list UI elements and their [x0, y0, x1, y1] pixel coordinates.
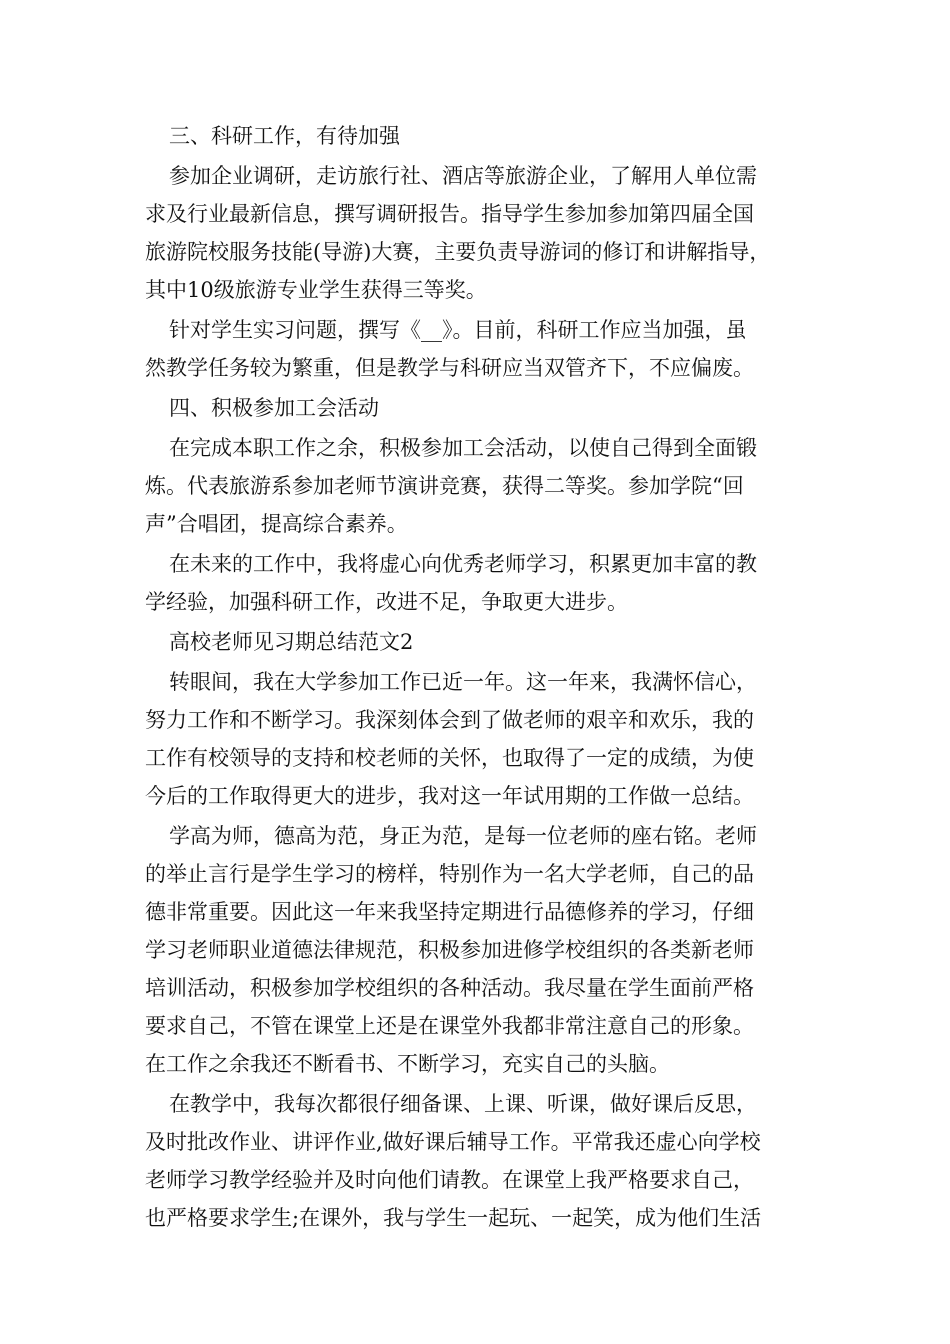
- section-heading-4: [145, 389, 810, 427]
- document-body: [145, 117, 810, 1239]
- paragraph-ethics: [145, 817, 810, 1083]
- text-line: 旅游院校服务技能(导游)大赛，主要负责导游词的修订和讲解指导，: [145, 240, 771, 264]
- text-line: 求及行业最新信息，撰写调研报告。指导学生参加参加第四届全国: [145, 202, 754, 226]
- text-line: 工作有校领导的支持和校老师的关怀，也取得了一定的成绩，为使: [145, 746, 754, 770]
- paragraph-future: [145, 545, 810, 621]
- paragraph-intro: [145, 663, 810, 815]
- text-line: 要求自己，不管在课堂上还是在课堂外我都非常注意自己的形象。: [145, 1014, 754, 1038]
- text-line: 努力工作和不断学习。我深刻体会到了做老师的艰辛和欢乐，我的: [145, 708, 754, 732]
- text-line: 炼。代表旅游系参加老师节演讲竞赛，获得二等奖。参加学院“回: [145, 474, 744, 498]
- text-line: 也严格要求学生;在课外，我与学生一起玩、一起笑，成为他们生活: [145, 1206, 762, 1230]
- text-line: 针对学生实习问题，撰写《__》。目前，科研工作应当加强，虽: [169, 318, 747, 342]
- paragraph-union: [145, 429, 810, 543]
- text-line: 的举止言行是学生学习的榜样，特别作为一名大学老师，自己的品: [145, 862, 754, 886]
- text-line: 学习老师职业道德法律规范，积极参加进修学校组织的各类新老师: [145, 938, 754, 962]
- text-line: 三、科研工作，有待加强: [169, 124, 400, 148]
- text-line: 培训活动，积极参加学校组织的各种活动。我尽量在学生面前严格: [145, 976, 754, 1000]
- text-line: 在工作之余我还不断看书、不断学习，充实自己的头脑。: [145, 1052, 670, 1076]
- text-line: 四、积极参加工会活动: [169, 396, 379, 420]
- text-line: 学高为师，德高为范，身正为范，是每一位老师的座右铭。老师: [169, 824, 757, 848]
- text-line: 其中10级旅游专业学生获得三等奖。: [145, 278, 487, 302]
- text-line: 在未来的工作中，我将虚心向优秀老师学习，积累更加丰富的教: [169, 552, 757, 576]
- text-line: 转眼间，我在大学参加工作已近一年。这一年来，我满怀信心，: [169, 670, 757, 694]
- text-line: 参加企业调研，走访旅行社、酒店等旅游企业，了解用人单位需: [169, 164, 757, 188]
- section-heading-3: [145, 117, 810, 155]
- article-title: [145, 623, 810, 661]
- paragraph-teaching: [145, 1085, 810, 1237]
- text-line: 在教学中，我每次都很仔细备课、上课、听课，做好课后反思，: [169, 1092, 757, 1116]
- text-line: 老师学习教学经验并及时向他们请教。在课堂上我严格要求自己，: [145, 1168, 754, 1192]
- text-line: 在完成本职工作之余，积极参加工会活动，以使自己得到全面锻: [169, 436, 757, 460]
- text-line: 德非常重要。因此这一年来我坚持定期进行品德修养的学习，仔细: [145, 900, 754, 924]
- text-line: 及时批改作业、讲评作业,做好课后辅导工作。平常我还虚心向学校: [145, 1130, 761, 1154]
- text-line: 然教学任务较为繁重，但是教学与科研应当双管齐下，不应偏废。: [145, 356, 754, 380]
- text-line: 今后的工作取得更大的进步，我对这一年试用期的工作做一总结。: [145, 784, 754, 808]
- text-line: 声”合唱团，提高综合素养。: [145, 512, 408, 536]
- text-line: 学经验，加强科研工作，改进不足，争取更大进步。: [145, 590, 628, 614]
- text-line: 高校老师见习期总结范文2: [169, 630, 414, 654]
- paragraph-research: [145, 157, 810, 309]
- paragraph-internship: [145, 311, 810, 387]
